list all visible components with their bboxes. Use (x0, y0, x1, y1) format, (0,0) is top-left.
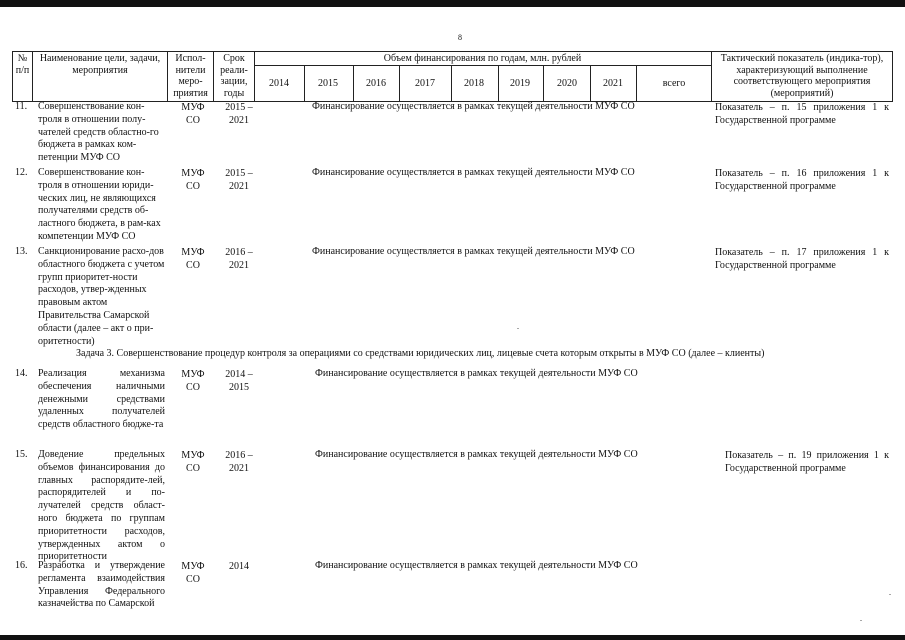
row-name: Совершенствование кон-троля в отношении полу-чателей средств областно-го бюджета в рамках ком-петенции МУФ СО (38, 101, 159, 164)
row-name: Реализация механизма обеспечения наличными денежными средствами удаленных получателей средств областного бюдже-та (38, 368, 165, 431)
header-indicator: Тактический показатель (индика-тор), характеризующий выполнение соответствующего мероприятия (мероприятий) (720, 53, 884, 99)
row-number: 15. (15, 449, 28, 460)
row-funding: Финансирование осуществляется в рамках текущей деятельности МУФ СО (312, 167, 635, 178)
header-year-2016: 2016 (366, 78, 386, 89)
row-name: Совершенствование кон-троля в отношении юриди-ческих лиц, не являющихся получателями средств об-ластного бюджета, в рам-ках компетенции МУФ СО (38, 167, 161, 242)
row-number: 12. (15, 167, 28, 178)
header-executor: Испол-нители меро-приятия (173, 53, 208, 99)
row-indicator: Показатель – п. 16 приложения 1 к Государственной программе (715, 168, 889, 192)
row-indicator: Показатель – п. 19 приложения 1 к Государственной программе (725, 450, 889, 474)
scan-speck: . (889, 588, 891, 597)
row-term: 2016 – 2021 (225, 247, 253, 271)
row-term: 2014 (229, 561, 249, 572)
header-term: Срок реали-зации, годы (220, 53, 248, 99)
row-executor: МУФ СО (181, 168, 205, 192)
row-funding: Финансирование осуществляется в рамках текущей деятельности МУФ СО (312, 246, 635, 257)
row-indicator: Показатель – п. 15 приложения 1 к Государственной программе (715, 102, 889, 126)
row-name: Доведение предельных объемов финансирования до главных распорядите-лей, распорядителей и по-лучателей средств област-ного бюджета по группам приоритетности расходов, утвержденных актом о приоритетности (38, 449, 165, 563)
header-year-2021: 2021 (603, 78, 623, 89)
header-year-2019: 2019 (510, 78, 530, 89)
header-year-2014: 2014 (269, 78, 289, 89)
row-executor: МУФ СО (181, 102, 205, 126)
row-name: Санкционирование расхо-дов областного бюджета с учетом групп приоритет-ности расходов, утвер-жденных правовым актом Правительства Самарской области (далее – акт о при-оритетности) (38, 246, 165, 347)
row-funding: Финансирование осуществляется в рамках текущей деятельности МУФ СО (312, 101, 635, 112)
row-term: 2015 – 2021 (225, 102, 253, 126)
row-number: 11. (15, 101, 28, 112)
row-executor: МУФ СО (181, 561, 205, 585)
row-number: 16. (15, 560, 28, 571)
row-term: 2016 – 2021 (225, 450, 253, 474)
row-term: 2015 – 2021 (225, 168, 253, 192)
header-name: Наименование цели, задачи, мероприятия (39, 53, 161, 76)
row-number: 13. (15, 246, 28, 257)
task-heading: Задача 3. Совершенствование процедур контроля за операциями со средствами юридических лиц, лицевые счета которым открыты в МУФ СО (далее – клиенты) (76, 348, 765, 359)
scan-speck: . (860, 614, 862, 623)
header-year-total: всего (662, 78, 686, 89)
row-funding: Финансирование осуществляется в рамках текущей деятельности МУФ СО (315, 560, 638, 571)
row-name: Разработка и утверждение регламента взаимодействия Управления Федерального казначейства по Самарской (38, 560, 165, 610)
header-year-2015: 2015 (318, 78, 338, 89)
row-executor: МУФ СО (181, 450, 205, 474)
header-year-2020: 2020 (557, 78, 577, 89)
scan-speck: . (517, 322, 519, 331)
row-funding: Финансирование осуществляется в рамках текущей деятельности МУФ СО (315, 368, 638, 379)
row-funding: Финансирование осуществляется в рамках текущей деятельности МУФ СО (315, 449, 638, 460)
header-funding: Объем финансирования по годам, млн. рублей (383, 53, 582, 64)
page-number: 8 (458, 33, 462, 42)
row-number: 14. (15, 368, 28, 379)
header-year-2017: 2017 (415, 78, 435, 89)
row-term: 2014 – 2015 (225, 369, 253, 393)
row-executor: МУФ СО (181, 369, 205, 393)
row-indicator: Показатель – п. 17 приложения 1 к Государственной программе (715, 247, 889, 271)
header-year-2018: 2018 (464, 78, 484, 89)
header-num: № п/п (15, 53, 30, 76)
row-executor: МУФ СО (181, 247, 205, 271)
